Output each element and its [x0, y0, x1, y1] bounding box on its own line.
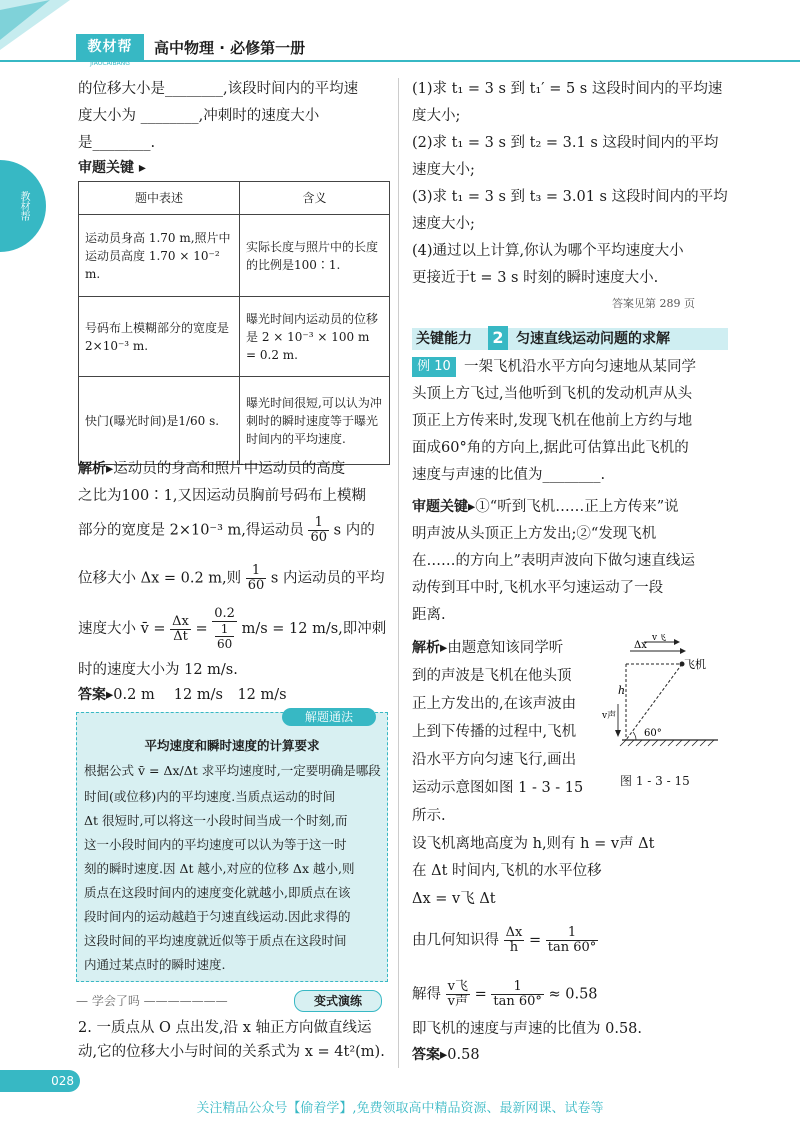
jiexi-text: 速度大小 v̄ = [78, 621, 166, 637]
jiexi-line-6: 时的速度大小为 12 m/s. [78, 662, 238, 678]
side-tab: 教材帮 [0, 160, 46, 252]
answer-label: 答案 [78, 687, 106, 703]
sub-question: (1)求 t₁ = 3 s 到 t₁′ = 5 s 这段时间内的平均速 [412, 81, 723, 97]
shenti-label: 审题关键 [412, 499, 468, 515]
calc-line-5: 解得 $\frac{\text{v飞}}{\text{v声}}$ = $\frac{1}{\tan 60^\circ}$ ≈ 0.58 [412, 979, 598, 1009]
jiexi-line-5: 速度大小 v̄ = $\frac{\Delta x}{\Delta t}$ = $\frac{0.2}{\frac{1}{60}}$ m/s = 12 m/s,即冲刺 [78, 606, 387, 651]
jiexi-line: 正上方发出的,在该声波由 [412, 696, 577, 712]
motion-diagram [600, 634, 730, 774]
sub-question: 度大小; [412, 108, 461, 124]
shenti-line: 在……的方向上”表明声波向下做匀速直线运 [412, 553, 695, 569]
calc-line-6: 即飞机的速度与声速的比值为 0.58. [412, 1021, 643, 1037]
sub-question: (3)求 t₁ = 3 s 到 t₃ = 3.01 s 这段时间内的平均 [412, 189, 728, 205]
fraction-02-160: $\frac{0.2}{\frac{1}{60}}$ [214, 606, 235, 651]
jiexi-text: s 内运动员的平均 [270, 570, 385, 587]
table-header: 含义 [240, 182, 390, 215]
triangle-icon: ▸ [440, 1047, 448, 1063]
fraction-vf-vs: $\frac{\text{v飞}}{\text{v声}}$ [447, 979, 468, 1009]
table-cell: 快门(曝光时间)是1/60 s. [79, 377, 240, 465]
sub-question: (4)通过以上计算,你认为哪个平均速度大小 [412, 243, 684, 259]
jiexi-text: 位移大小 Δx = 0.2 m,则 [78, 570, 242, 587]
brand-logo: 教材帮 [76, 34, 144, 60]
jiexi-line: 上到下传播的过程中,飞机 [412, 724, 577, 740]
answer-reference: 答案见第 289 页 [612, 297, 695, 310]
example-tag: 例 10 [412, 357, 456, 377]
corner-decoration [0, 0, 70, 60]
shenti-text: ①“听到飞机……正上方传来”说 [475, 499, 679, 515]
method-line: 刻的瞬时速度.因 Δt 越小,对应的位移 Δx 越小,则 [84, 861, 355, 876]
method-line: 质点在这段时间内的速度变化就越小,即质点在该 [84, 885, 351, 900]
jiexi-line-3 [78, 516, 375, 545]
table-header: 题中表述 [79, 182, 240, 215]
table-cell: 曝光时间很短,可以认为冲刺时的瞬时速度等于曝光时间内的平均速度. [240, 377, 390, 465]
fraction-dx-h: $\frac{\Delta x}{h}$ [505, 925, 523, 955]
q2-line-1: 2. 一质点从 O 点出发,沿 x 轴正方向做直线运 [78, 1020, 372, 1036]
practice-divider-label: — 学会了吗 ——————— [76, 994, 228, 1008]
fraction-1-60: $\frac{1}{60}$ [310, 515, 328, 545]
calc-line-1: 设飞机离地高度为 h,则有 h = v声 Δt [412, 836, 655, 852]
table-cell: 运动员身高 1.70 m,照片中运动员高度 1.70 × 10⁻² m. [79, 215, 240, 297]
triangle-icon: ▸ [106, 461, 114, 477]
sub-question: 速度大小; [412, 162, 475, 178]
shenti-label-text: 审题关键 [78, 160, 134, 176]
method-line: 这一小段时间内的平均速度可以认为等于这一时 [84, 837, 347, 852]
jiexi-text: s 内的 [333, 522, 375, 539]
shenti-line: 明声波从头顶正上方发出;②“发现飞机 [412, 526, 657, 542]
method-line: 时间(或位移)内的平均速度.当质点运动的时间 [84, 789, 336, 804]
fig-h: h [618, 684, 626, 697]
jiexi-line: 沿水平方向匀速飞行,画出 [412, 752, 577, 768]
method-title: 平均速度和瞬时速度的计算要求 [144, 738, 320, 753]
method-tag: 解题通法 [282, 708, 376, 726]
footer-note: 关注精品公众号【偷着学】,免费领取高中精品资源、最新网课、试卷等 [196, 1101, 604, 1116]
practice-left-text: 学会了吗 [91, 994, 140, 1008]
analysis-table [78, 181, 390, 465]
method-line: 根据公式 v̄ = Δx/Δt 求平均速度时,一定要明确是哪段 [84, 763, 381, 778]
table-cell: 实际长度与照片中的长度的比例是100∶1. [240, 215, 390, 297]
example-line: 速度与声速的比值为________. [412, 467, 606, 483]
example-line: 顶正上方传来时,发现飞机在他前上方约与地 [412, 413, 693, 429]
calc-text: 解得 [412, 986, 441, 1003]
calc-text: 由几何知识得 [412, 932, 499, 949]
method-line: 这段时间的平均速度就近似等于质点在这段时间 [84, 933, 347, 948]
figure-caption: 图 1 - 3 - 15 [620, 774, 690, 788]
triangle-icon: ▸ [468, 499, 476, 515]
jiexi-line-2: 之比为100∶1,又因运动员胸前号码布上模糊 [78, 488, 367, 504]
jiexi-line-1 [78, 457, 345, 482]
brand-subtitle: JIAOCAIBANG [90, 60, 130, 67]
question-line-1: 的位移大小是________,该段时间内的平均速 [78, 81, 359, 97]
answer-text: 0.58 [447, 1047, 480, 1063]
jiexi-text: 部分的宽度是 2×10⁻³ m,得运动员 [78, 522, 304, 539]
example-line: 面成60°角的方向上,据此可估算出此飞机的 [412, 440, 689, 456]
fig-angle: 60° [644, 728, 662, 739]
shenti-line: 距离. [412, 607, 446, 623]
answer-label: 答案 [412, 1047, 440, 1063]
fig-dx: Δx [634, 640, 647, 651]
fraction-1-tan60: $\frac{1}{\tan 60^\circ}$ [493, 979, 542, 1009]
table-cell: 曝光时间内运动员的位移是 2 × 10⁻³ × 100 m = 0.2 m. [240, 297, 390, 377]
page-number: 028 [0, 1070, 80, 1092]
jiexi-right-line-1 [412, 636, 563, 661]
triangle-icon: ▸ [106, 687, 114, 703]
triangle-icon: ▸ [440, 640, 448, 656]
triangle-icon: ▸ [134, 160, 146, 176]
fig-plane: 飞机 [684, 658, 706, 671]
example-line: 一架飞机沿水平方向匀速地从某同学 [464, 359, 696, 375]
section-label: 关键能力 [416, 331, 472, 347]
answer-line [78, 683, 287, 708]
section-number: 2 [488, 326, 508, 350]
fraction-1-tan60: $\frac{1}{\tan 60^\circ}$ [547, 925, 597, 955]
book-title: 高中物理 · 必修第一册 [154, 39, 306, 57]
method-line: 段时间内的运动越趋于匀速直线运动.因此求得的 [84, 909, 351, 924]
question-line-3: 是________. [78, 135, 156, 151]
jiexi-line: 所示. [412, 808, 446, 824]
table-cell: 号码布上模糊部分的宽度是2×10⁻³ m. [79, 297, 240, 377]
practice-tag: 变式演练 [294, 990, 382, 1012]
jiexi-line: 运动示意图如图 1 - 3 - 15 [412, 780, 584, 796]
answer-text: 0.2 m 12 m/s 12 m/s [113, 687, 287, 703]
question-line-2: 度大小为 ________,冲刺时的速度大小 [78, 108, 320, 124]
fig-v-plane: v飞 [652, 634, 667, 643]
jiexi-line-4 [78, 564, 384, 593]
calc-line-2: 在 Δt 时间内,飞机的水平位移 [412, 863, 602, 879]
section-title: 匀速直线运动问题的求解 [516, 331, 670, 347]
jiexi-text: 由题意知该同学听 [447, 640, 564, 656]
calc-line-4: 由几何知识得 $\frac{\Delta x}{h}$ = $\frac{1}{\tan 60^\circ}$ [412, 925, 597, 955]
fig-v-sound: v声 [602, 711, 617, 721]
sub-question: (2)求 t₁ = 3 s 到 t₂ = 3.1 s 这段时间内的平均 [412, 135, 719, 151]
jiexi-label: 解析 [78, 461, 106, 477]
jiexi-label: 解析 [412, 640, 440, 656]
jiexi-text: 运动员的身高和照片中运动员的高度 [113, 461, 346, 477]
shenti-label [78, 156, 146, 181]
fraction-dx-dt: $\frac{\Delta x}{\Delta t}$ [172, 613, 189, 644]
jiexi-text: m/s = 12 m/s,即冲刺 [241, 621, 387, 637]
q2-line-2: 动,它的位移大小与时间的关系式为 x = 4t²(m). [78, 1044, 385, 1060]
sub-question: 更接近于t = 3 s 时刻的瞬时速度大小. [412, 270, 659, 286]
jiexi-line: 到的声波是飞机在他头顶 [412, 668, 572, 684]
calc-line-3: Δx = v飞 Δt [412, 891, 496, 907]
shenti-line-1 [412, 495, 679, 520]
column-divider [398, 78, 399, 1068]
method-line: 内通过某点时的瞬时速度. [84, 957, 226, 972]
calc-approx: ≈ 0.58 [548, 986, 598, 1003]
answer-line-right [412, 1043, 480, 1068]
shenti-line: 动传到耳中时,飞机水平匀速运动了一段 [412, 580, 664, 596]
fraction-1-60: $\frac{1}{60}$ [247, 563, 265, 593]
method-line: Δt 很短时,可以将这一小段时间当成一个时刻,而 [84, 813, 348, 828]
example-line: 头顶上方飞过,当他听到飞机的发动机声从头 [412, 386, 693, 402]
sub-question: 速度大小; [412, 216, 475, 232]
